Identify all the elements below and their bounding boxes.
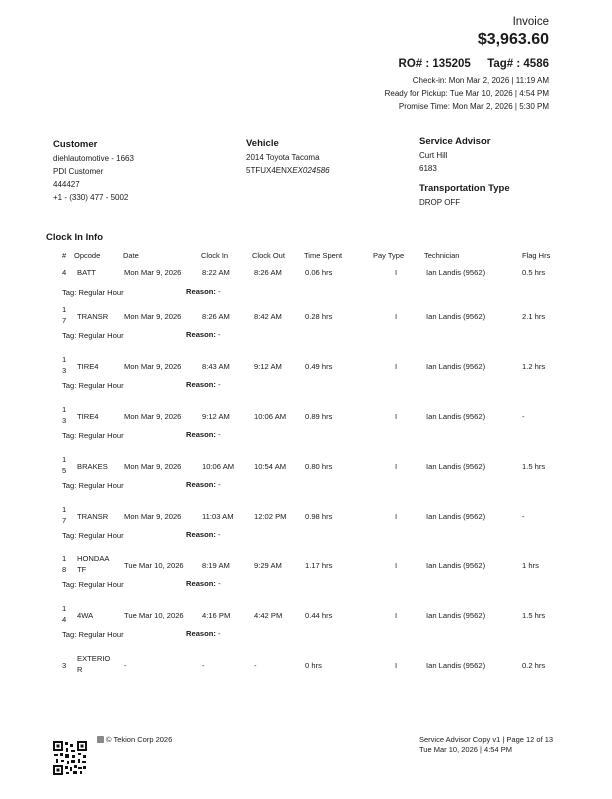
row-technician: Ian Landis (9562) [426, 462, 486, 471]
row-clock-in: 8:43 AM [202, 362, 230, 371]
row-reason-value: - [218, 579, 221, 588]
row-number: 1 7 [62, 505, 67, 525]
footer-company-text: © Tekion Corp 2026 [106, 735, 173, 744]
row-tag [62, 630, 124, 639]
row-reason-prefix: Reason: [186, 480, 216, 489]
row-reason-prefix: Reason: [186, 530, 216, 539]
row-flag-hrs: - [522, 512, 525, 521]
row-number: 1 5 [62, 455, 67, 475]
row-pay-type: I [395, 362, 398, 371]
row-tag-prefix: Tag: [62, 580, 77, 589]
row-number: 4 [62, 268, 67, 277]
row-technician: Ian Landis (9562) [426, 412, 486, 421]
row-clock-in: 8:22 AM [202, 268, 230, 277]
row-pay-type: I [395, 268, 398, 277]
row-time-spent: 0 hrs [305, 661, 322, 670]
row-tag-value: Regular Hour [78, 381, 124, 390]
row-opcode: TIRE4 [77, 412, 99, 421]
row-flag-hrs: 0.5 hrs [522, 268, 546, 277]
row-time-spent: 0.44 hrs [305, 611, 333, 620]
row-clock-in: 8:26 AM [202, 312, 230, 321]
row-clock-out: 10:06 AM [254, 412, 287, 421]
col-header-technician: Technician [424, 251, 460, 260]
advisor-name: Curt Hill [419, 151, 448, 160]
row-reason [186, 480, 221, 489]
row-number: 1 3 [62, 405, 67, 425]
col-header-opcode: Opcode [74, 251, 101, 260]
row-tag [62, 431, 124, 440]
row-reason-value: - [218, 629, 221, 638]
row-time-spent: 0.89 hrs [305, 412, 333, 421]
row-tag-prefix: Tag: [62, 630, 77, 639]
row-time-spent: 0.28 hrs [305, 312, 333, 321]
tag-label: Tag# : [487, 58, 521, 70]
row-tag-value: Regular Hour [78, 531, 124, 540]
row-tag [62, 481, 124, 490]
vin-tail: EX024586 [292, 166, 330, 175]
vehicle-vin [246, 164, 330, 177]
row-flag-hrs: 1.5 hrs [522, 462, 546, 471]
row-technician: Ian Landis (9562) [426, 362, 486, 371]
row-clock-in: - [202, 661, 205, 670]
col-header-clock-in: Clock In [201, 251, 229, 260]
row-opcode: EXTERIO R [77, 654, 111, 674]
footer-company [97, 735, 172, 744]
row-date: Mon Mar 9, 2026 [124, 312, 182, 321]
row-reason-prefix: Reason: [186, 380, 216, 389]
advisor-heading: Service Advisor [419, 136, 491, 147]
row-pay-type: I [395, 561, 398, 570]
row-tag-prefix: Tag: [62, 381, 77, 390]
row-clock-out: 8:42 AM [254, 312, 282, 321]
transport-value: DROP OFF [419, 198, 461, 207]
row-clock-in: 4:16 PM [202, 611, 231, 620]
row-date: Mon Mar 9, 2026 [124, 412, 182, 421]
row-technician: Ian Landis (9562) [426, 611, 486, 620]
row-reason-value: - [218, 480, 221, 489]
row-time-spent: 1.17 hrs [305, 561, 333, 570]
row-technician: Ian Landis (9562) [426, 268, 486, 277]
vehicle-model: 2014 Toyota Tacoma [246, 153, 320, 162]
row-date: Tue Mar 10, 2026 [124, 561, 184, 570]
document-title: Invoice [512, 16, 549, 28]
row-clock-in: 10:06 AM [202, 462, 235, 471]
footer-copy-info: Service Advisor Copy v1 | Page 12 of 13 [419, 735, 554, 744]
row-tag [62, 531, 124, 540]
row-flag-hrs: 1.5 hrs [522, 611, 546, 620]
customer-name: diehlautomotive - 1663 [53, 154, 134, 163]
row-reason-value: - [218, 330, 221, 339]
row-reason-value: - [218, 530, 221, 539]
row-opcode: BRAKES [77, 462, 108, 471]
row-opcode: TRANSR [77, 312, 109, 321]
invoice-total: $3,963.60 [477, 31, 549, 48]
row-tag-value: Regular Hour [78, 481, 124, 490]
ro-label: RO# : [398, 58, 430, 70]
row-reason-prefix: Reason: [186, 629, 216, 638]
customer-id: 444427 [53, 180, 80, 189]
row-pay-type: I [395, 512, 398, 521]
row-technician: Ian Landis (9562) [426, 312, 486, 321]
col-header-pay-type: Pay Type [373, 251, 405, 260]
row-flag-hrs: 0.2 hrs [522, 661, 546, 670]
row-date: Mon Mar 9, 2026 [124, 268, 182, 277]
row-number: 1 8 [62, 554, 67, 574]
row-tag [62, 288, 124, 297]
row-opcode: TRANSR [77, 512, 109, 521]
row-date: Tue Mar 10, 2026 [124, 611, 184, 620]
row-pay-type: I [395, 462, 398, 471]
row-reason [186, 530, 221, 539]
row-tag [62, 331, 124, 340]
row-pay-type: I [395, 661, 398, 670]
row-tag-value: Regular Hour [78, 580, 124, 589]
row-clock-in: 8:19 AM [202, 561, 230, 570]
row-flag-hrs: - [522, 412, 525, 421]
customer-heading: Customer [53, 139, 98, 150]
tag-number: 4586 [523, 58, 549, 70]
row-technician: Ian Landis (9562) [426, 561, 486, 570]
tekion-logo-icon [97, 736, 104, 743]
row-tag-value: Regular Hour [78, 630, 124, 639]
row-opcode: 4WA [77, 611, 94, 620]
row-flag-hrs: 2.1 hrs [522, 312, 546, 321]
row-clock-out: 9:12 AM [254, 362, 282, 371]
row-flag-hrs: 1 hrs [522, 561, 539, 570]
promise-time: Promise Time: Mon Mar 2, 2026 | 5:30 PM [398, 102, 549, 111]
row-time-spent: 0.49 hrs [305, 362, 333, 371]
row-tag-value: Regular Hour [78, 431, 124, 440]
customer-info [53, 152, 134, 204]
row-clock-out: 10:54 AM [254, 462, 287, 471]
row-pay-type: I [395, 611, 398, 620]
row-tag-prefix: Tag: [62, 288, 77, 297]
col-header-time-spent: Time Spent [304, 251, 343, 260]
row-reason [186, 287, 221, 296]
row-reason [186, 579, 221, 588]
row-pay-type: I [395, 312, 398, 321]
row-clock-in: 9:12 AM [202, 412, 230, 421]
row-reason-prefix: Reason: [186, 287, 216, 296]
vehicle-info [246, 151, 330, 177]
row-reason [186, 430, 221, 439]
row-number: 1 7 [62, 305, 67, 325]
row-number: 3 [62, 661, 67, 670]
ro-number: 135205 [432, 58, 471, 70]
row-tag-prefix: Tag: [62, 481, 77, 490]
row-reason-value: - [218, 380, 221, 389]
clock-in-title: Clock In Info [46, 232, 103, 243]
row-opcode: BATT [77, 268, 96, 277]
row-reason-prefix: Reason: [186, 579, 216, 588]
col-header-date: Date [123, 251, 139, 260]
row-clock-in: 11:03 AM [202, 512, 234, 521]
row-number: 1 4 [62, 604, 67, 624]
row-flag-hrs: 1.2 hrs [522, 362, 546, 371]
row-tag-value: Regular Hour [78, 331, 124, 340]
vin-main: 5TFUX4ENX [246, 166, 293, 175]
row-reason [186, 629, 221, 638]
row-clock-out: 9:29 AM [254, 561, 282, 570]
row-reason-value: - [218, 430, 221, 439]
row-opcode: HONDAA TF [77, 554, 110, 574]
row-date: Mon Mar 9, 2026 [124, 462, 182, 471]
row-clock-out: 8:26 AM [254, 268, 282, 277]
row-reason-prefix: Reason: [186, 430, 216, 439]
row-reason-prefix: Reason: [186, 330, 216, 339]
row-tag [62, 381, 124, 390]
qr-code [52, 740, 88, 776]
row-date: - [124, 661, 127, 670]
vehicle-heading: Vehicle [246, 138, 279, 149]
customer-phone: +1 - (330) 477 - 5002 [53, 193, 129, 202]
row-clock-out: - [254, 661, 257, 670]
row-date: Mon Mar 9, 2026 [124, 512, 182, 521]
transport-heading: Transportation Type [419, 183, 510, 194]
ready-time: Ready for Pickup: Tue Mar 10, 2026 | 4:54 PM [384, 89, 549, 98]
advisor-number: 6183 [419, 164, 437, 173]
row-tag [62, 580, 124, 589]
ro-tag-line [399, 58, 549, 70]
advisor-info [419, 149, 447, 175]
row-time-spent: 0.80 hrs [305, 462, 333, 471]
customer-type: PDI Customer [53, 167, 104, 176]
col-header-clock-out: Clock Out [252, 251, 285, 260]
row-technician: Ian Landis (9562) [426, 661, 486, 670]
row-date: Mon Mar 9, 2026 [124, 362, 182, 371]
row-clock-out: 12:02 PM [254, 512, 287, 521]
row-opcode: TIRE4 [77, 362, 99, 371]
row-tag-prefix: Tag: [62, 431, 77, 440]
row-time-spent: 0.98 hrs [305, 512, 333, 521]
row-reason-value: - [218, 287, 221, 296]
row-reason [186, 380, 221, 389]
row-reason [186, 330, 221, 339]
row-clock-out: 4:42 PM [254, 611, 283, 620]
row-technician: Ian Landis (9562) [426, 512, 486, 521]
row-number: 1 3 [62, 355, 67, 375]
row-time-spent: 0.06 hrs [305, 268, 333, 277]
row-tag-value: Regular Hour [78, 288, 124, 297]
row-pay-type: I [395, 412, 398, 421]
col-header-num: # [62, 251, 67, 260]
col-header-flag-hrs: Flag Hrs [522, 251, 551, 260]
row-tag-prefix: Tag: [62, 531, 77, 540]
row-tag-prefix: Tag: [62, 331, 77, 340]
footer-printed: Tue Mar 10, 2026 | 4:54 PM [419, 745, 512, 754]
checkin-time: Check-in: Mon Mar 2, 2026 | 11:19 AM [412, 76, 549, 85]
